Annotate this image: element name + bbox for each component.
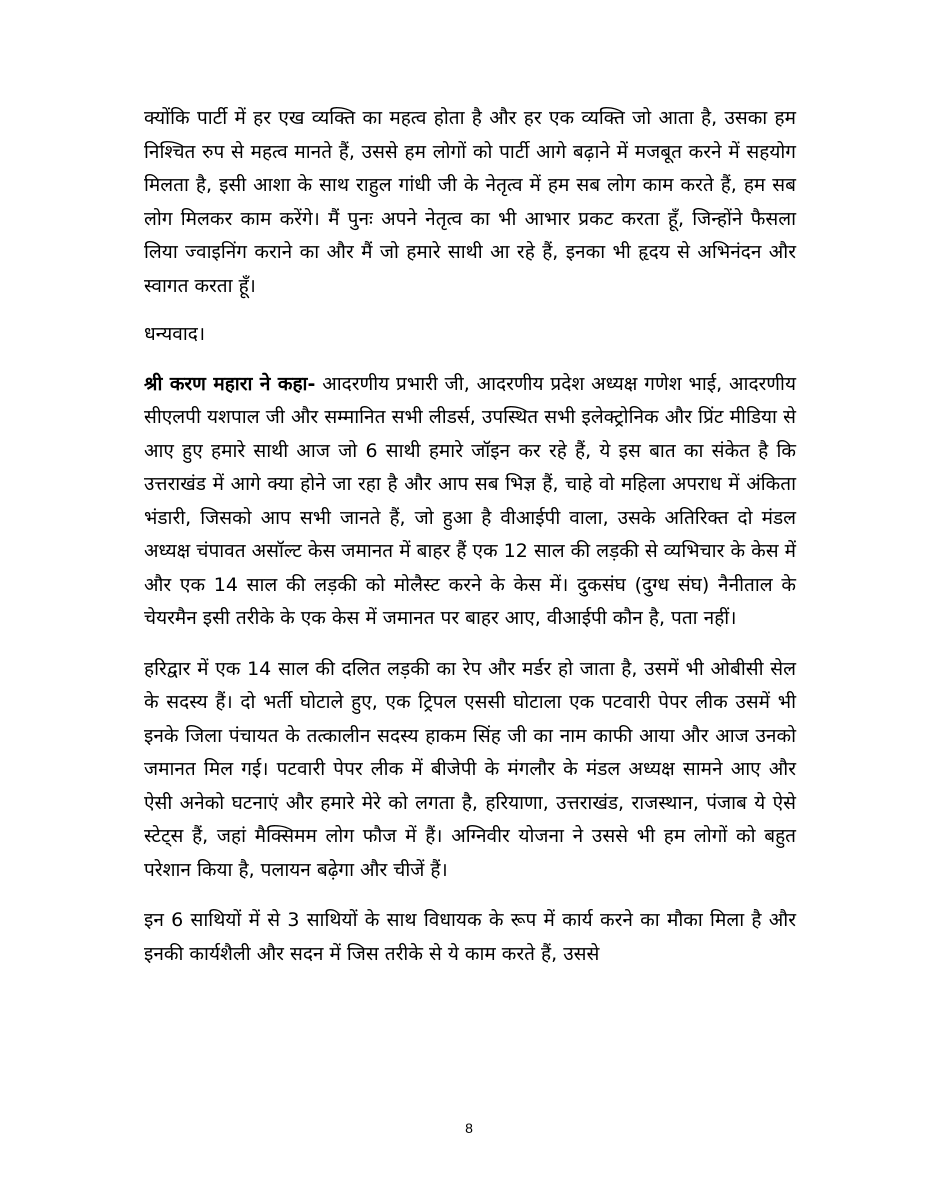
paragraph-5-text: इन 6 साथियों में से 3 साथियों के साथ विधायक के रूप में कार्य करने का मौका मिला है और इनकी कार्यशैली और सदन में जिस तरीके से ये काम करते हैं, उससे bbox=[144, 909, 796, 965]
paragraph-2-text: धन्यवाद। bbox=[144, 323, 206, 345]
paragraph-2 bbox=[144, 318, 796, 352]
paragraph-1 bbox=[144, 102, 796, 303]
page-number: 8 bbox=[465, 1120, 473, 1136]
paragraph-4 bbox=[144, 653, 796, 888]
paragraph-5 bbox=[144, 904, 796, 971]
paragraph-4-text: हरिद्वार में एक 14 साल की दलित लड़की का रेप और मर्डर हो जाता है, उसमें भी ओबीसी सेल के सदस्य हैं। दो भर्ती घोटाले हुए, एक ट्रिपल एससी घोटाला एक पटवारी पेपर लीक उसमें भी इनके जिला पंचायत के तत्कालीन सदस्य हाकम सिंह जी का नाम काफी आया और आज उनको जमानत मिल गई। पटवारी पेपर लीक में बीजेपी के मंगलौर के मंडल अध्यक्ष सामने आए और ऐसी अनेको घटनाएं और हमारे मेरे को लगता है, हरियाणा, उत्तराखंड, राजस्थान, पंजाब ये ऐसे स्टेट्स हैं, जहां मैक्सिमम लोग फौज में हैं। अग्निवीर योजना ने उससे भी हम लोगों को बहुत परेशान किया है, पलायन बढ़ेगा और चीजें हैं। bbox=[144, 657, 796, 881]
speaker-name: श्री करण महारा ने कहा- bbox=[144, 372, 316, 395]
paragraph-3-text: आदरणीय प्रभारी जी, आदरणीय प्रदेश अध्यक्ष गणेश भाई, आदरणीय सीएलपी यशपाल जी और सम्मानित सभी लीडर्स, उपस्थित सभी इलेक्ट्रोनिक और प्रिंट मीडिया से आए हुए हमारे साथी आज जो 6 साथी हमारे जॉइन कर रहे हैं, ये इस बात का संकेत है कि उत्तराखंड में आगे क्या होने जा रहा है और आप सब भिज्ञ हैं, चाहे वो महिला अपराध में अंकिता भंडारी, जिसको आप सभी जानते हैं, जो हुआ है वीआईपी वाला, उसके अतिरिक्त दो मंडल अध्यक्ष चंपावत असॉल्ट केस जमानत में बाहर हैं एक 12 साल की लड़की से व्यभिचार के केस में और एक 14 साल की लड़की को मोलैस्ट करने के केस में। दुकसंघ (दुग्ध संघ) नैनीताल के चेयरमैन इसी तरीके के एक केस में जमानत पर बाहर आए, वीआईपी कौन है, पता नहीं। bbox=[144, 372, 796, 629]
paragraph-3 bbox=[144, 368, 796, 636]
document-page bbox=[144, 102, 796, 971]
paragraph-1-text: क्योंकि पार्टी में हर एख व्यक्ति का महत्व होता है और हर एक व्यक्ति जो आता है, उसका हम निश्चित रुप से महत्व मानते हैं, उससे हम लोगों को पार्टी आगे बढ़ाने में मजबूत करने में सहयोग मिलता है, इसी आशा के साथ राहुल गांधी जी के नेतृत्व में हम सब लोग काम करते हैं, हम सब लोग मिलकर काम करेंगे। मैं पुनः अपने नेतृत्व का भी आभार प्रकट करता हूँ, जिन्होंने फैसला लिया ज्वाइनिंग कराने का और मैं जो हमारे साथी आ रहे हैं, इनका भी हृदय से अभिनंदन और स्वागत करता हूँ। bbox=[144, 107, 796, 297]
